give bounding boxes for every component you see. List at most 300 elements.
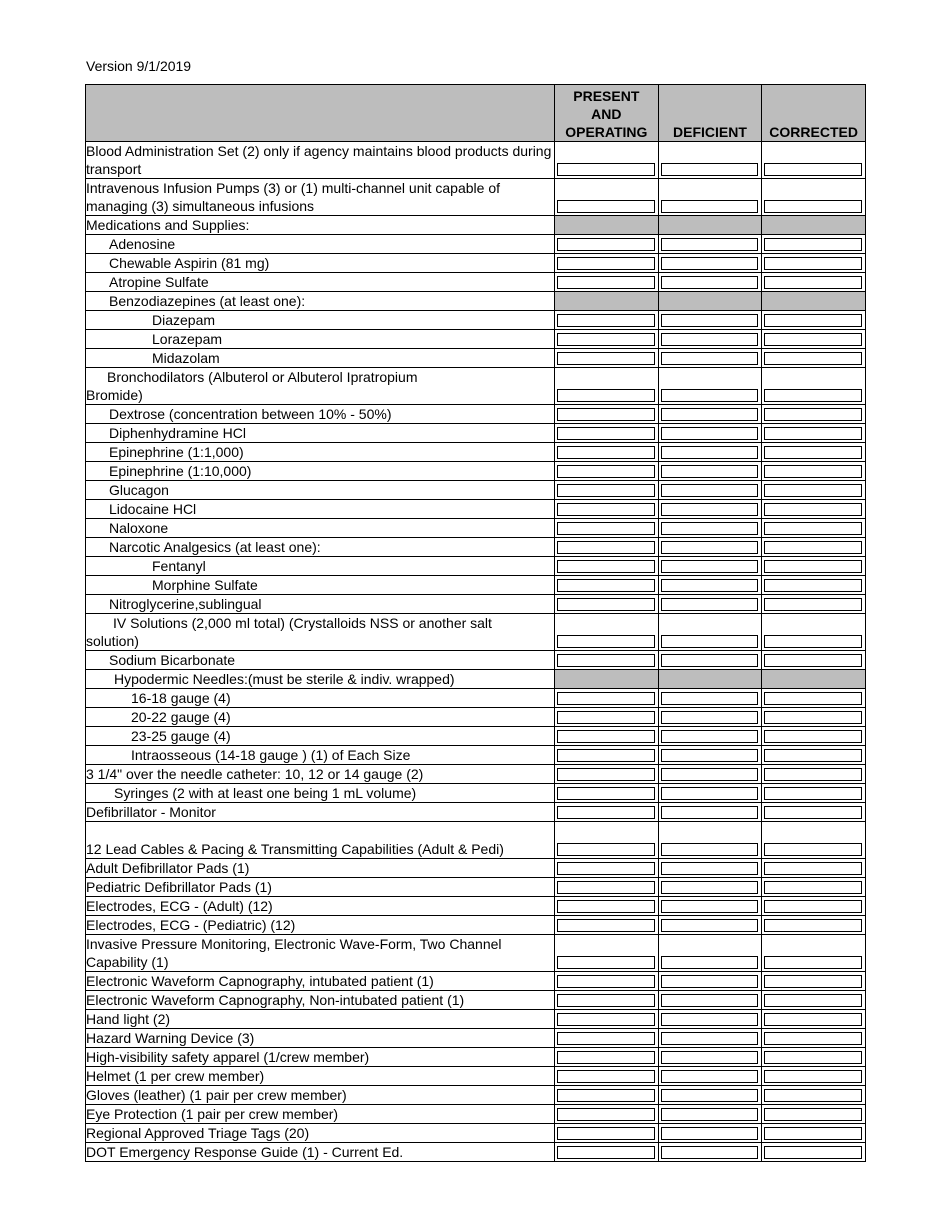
corrected-checkbox[interactable] [764,484,862,497]
present-operating-checkbox[interactable] [557,163,655,176]
deficient-checkbox[interactable] [661,768,759,781]
item-label: Pediatric Defibrillator Pads (1) [86,879,272,895]
table-row [86,500,866,519]
table-row [86,462,866,481]
status-cell [762,935,866,972]
deficient-checkbox[interactable] [661,560,759,573]
present-operating-checkbox[interactable] [557,522,655,535]
column-header-line: AND [591,106,622,122]
deficient-checkbox[interactable] [661,427,759,440]
corrected-checkbox[interactable] [764,389,862,402]
status-cell [555,708,659,727]
corrected-checkbox[interactable] [764,446,862,459]
deficient-checkbox[interactable] [661,1127,759,1140]
corrected-checkbox[interactable] [764,200,862,213]
table-row [86,595,866,614]
corrected-checkbox[interactable] [764,522,862,535]
column-header-line: CORRECTED [769,124,858,140]
item-label-cell [86,1143,555,1162]
status-cell [658,689,762,708]
item-label-cell [86,878,555,897]
corrected-checkbox[interactable] [764,711,862,724]
deficient-checkbox[interactable] [661,862,759,875]
deficient-checkbox[interactable] [661,1013,759,1026]
corrected-checkbox[interactable] [764,1013,862,1026]
corrected-checkbox[interactable] [764,333,862,346]
status-cell [762,349,866,368]
table-row [86,349,866,368]
corrected-checkbox[interactable] [764,276,862,289]
status-cell [555,519,659,538]
deficient-column-header [658,85,762,142]
item-label: Chewable Aspirin (81 mg) [109,255,270,271]
table-row [86,368,866,405]
present-operating-checkbox[interactable] [557,1108,655,1121]
deficient-checkbox[interactable] [661,919,759,932]
corrected-checkbox[interactable] [764,692,862,705]
corrected-checkbox[interactable] [764,730,862,743]
status-cell [762,708,866,727]
status-cell [658,481,762,500]
status-cell [762,311,866,330]
present-operating-checkbox[interactable] [557,579,655,592]
item-label: 3 1/4" over the needle catheter: 10, 12 or 14 gauge (2) [86,766,424,782]
deficient-checkbox[interactable] [661,1089,759,1102]
status-cell [658,822,762,859]
status-cell [658,576,762,595]
item-label: Midazolam [152,350,220,366]
table-row [86,878,866,897]
corrected-checkbox[interactable] [764,427,862,440]
present-operating-checkbox[interactable] [557,541,655,554]
corrected-checkbox[interactable] [764,314,862,327]
deficient-checkbox[interactable] [661,352,759,365]
status-cell [658,878,762,897]
present-operating-checkbox[interactable] [557,787,655,800]
table-row [86,708,866,727]
deficient-checkbox[interactable] [661,900,759,913]
status-cell [762,689,866,708]
corrected-checkbox[interactable] [764,881,862,894]
table-row [86,142,866,179]
status-cell [658,1124,762,1143]
item-label-cell [86,254,555,273]
status-cell [762,746,866,765]
status-cell [658,538,762,557]
item-label-cell [86,1067,555,1086]
item-label: Lidocaine HCl [109,501,197,517]
item-label: 23-25 gauge (4) [131,728,231,744]
status-cell [658,235,762,254]
deficient-checkbox[interactable] [661,806,759,819]
present-operating-checkbox[interactable] [557,692,655,705]
status-cell [555,935,659,972]
present-operating-checkbox[interactable] [557,919,655,932]
present-operating-checkbox[interactable] [557,352,655,365]
item-label-cell [86,689,555,708]
status-cell [762,519,866,538]
table-row [86,481,866,500]
status-cell [762,557,866,576]
corrected-checkbox[interactable] [764,862,862,875]
present-operating-checkbox[interactable] [557,238,655,251]
status-cell [658,179,762,216]
present-operating-checkbox[interactable] [557,484,655,497]
corrected-checkbox[interactable] [764,654,862,667]
corrected-checkbox[interactable] [764,560,862,573]
corrected-checkbox[interactable] [764,503,862,516]
corrected-checkbox[interactable] [764,465,862,478]
deficient-checkbox[interactable] [661,579,759,592]
corrected-checkbox[interactable] [764,352,862,365]
corrected-checkbox[interactable] [764,408,862,421]
deficient-checkbox[interactable] [661,1051,759,1064]
deficient-checkbox[interactable] [661,484,759,497]
deficient-checkbox[interactable] [661,730,759,743]
present-operating-checkbox[interactable] [557,427,655,440]
present-operating-checkbox[interactable] [557,730,655,743]
corrected-checkbox[interactable] [764,1032,862,1045]
item-label-cell [86,519,555,538]
item-label-cell [86,235,555,254]
column-header-line: PRESENT [573,88,640,104]
corrected-checkbox[interactable] [764,238,862,251]
item-label: Nitroglycerine,sublingual [109,596,262,612]
item-label-cell [86,330,555,349]
corrected-checkbox[interactable] [764,956,862,969]
item-label: Electrodes, ECG - (Adult) (12) [86,898,273,914]
deficient-checkbox[interactable] [661,635,759,648]
deficient-checkbox[interactable] [661,238,759,251]
item-label: Gloves (leather) (1 pair per crew member) [86,1087,347,1103]
status-cell [658,935,762,972]
item-label-cell [86,1029,555,1048]
status-cell [555,254,659,273]
item-label: IV Solutions (2,000 ml total) (Crystalloids NSS or another salt [113,615,492,631]
item-label: Benzodiazepines (at least one): [109,293,306,309]
deficient-checkbox[interactable] [661,654,759,667]
deficient-checkbox[interactable] [661,465,759,478]
status-cell [658,972,762,991]
corrected-checkbox[interactable] [764,635,862,648]
corrected-checkbox[interactable] [764,806,862,819]
present-operating-checkbox[interactable] [557,200,655,213]
corrected-checkbox[interactable] [764,768,862,781]
deficient-checkbox[interactable] [661,333,759,346]
deficient-checkbox[interactable] [661,1146,759,1159]
status-cell [658,803,762,822]
status-cell [555,500,659,519]
present-operating-checkbox[interactable] [557,862,655,875]
status-cell [762,142,866,179]
table-row [86,765,866,784]
corrected-checkbox[interactable] [764,579,862,592]
status-cell [658,897,762,916]
status-cell [555,405,659,424]
present-operating-checkbox[interactable] [557,843,655,856]
corrected-checkbox[interactable] [764,598,862,611]
deficient-checkbox[interactable] [661,446,759,459]
status-cell [658,784,762,803]
table-row [86,1067,866,1086]
table-row [86,405,866,424]
status-cell [555,235,659,254]
corrected-checkbox[interactable] [764,1108,862,1121]
section-row [86,216,866,235]
deficient-checkbox[interactable] [661,598,759,611]
deficient-checkbox[interactable] [661,994,759,1007]
item-label-cell [86,424,555,443]
present-operating-checkbox[interactable] [557,1051,655,1064]
present-operating-checkbox[interactable] [557,1032,655,1045]
corrected-checkbox[interactable] [764,1051,862,1064]
column-header-line: OPERATING [565,124,648,140]
deficient-checkbox[interactable] [661,314,759,327]
present-operating-checkbox[interactable] [557,749,655,762]
present-operating-column-header [555,85,659,142]
status-cell [762,1105,866,1124]
table-row [86,254,866,273]
present-operating-checkbox[interactable] [557,333,655,346]
status-cell [555,859,659,878]
deficient-checkbox[interactable] [661,257,759,270]
deficient-checkbox[interactable] [661,692,759,705]
deficient-checkbox[interactable] [661,881,759,894]
status-cell [658,1048,762,1067]
deficient-checkbox[interactable] [661,787,759,800]
status-cell [762,595,866,614]
status-cell [555,179,659,216]
present-operating-checkbox[interactable] [557,257,655,270]
corrected-checkbox[interactable] [764,257,862,270]
status-cell [555,765,659,784]
status-cell [762,803,866,822]
deficient-checkbox[interactable] [661,163,759,176]
status-cell [555,991,659,1010]
status-cell [762,859,866,878]
corrected-checkbox[interactable] [764,975,862,988]
corrected-checkbox[interactable] [764,1146,862,1159]
item-label: Defibrillator - Monitor [86,804,216,820]
item-label-cell [86,179,555,216]
present-operating-checkbox[interactable] [557,465,655,478]
present-operating-checkbox[interactable] [557,503,655,516]
item-label-cell [86,443,555,462]
deficient-checkbox[interactable] [661,200,759,213]
status-cell [658,142,762,179]
deficient-checkbox[interactable] [661,975,759,988]
present-operating-checkbox[interactable] [557,1089,655,1102]
checklist-rows [86,142,866,1162]
present-operating-checkbox[interactable] [557,711,655,724]
item-label-cell [86,349,555,368]
corrected-checkbox[interactable] [764,541,862,554]
corrected-checkbox[interactable] [764,900,862,913]
present-operating-checkbox[interactable] [557,1127,655,1140]
item-label-cell [86,765,555,784]
status-cell [762,765,866,784]
status-cell [555,330,659,349]
deficient-checkbox[interactable] [661,749,759,762]
item-label: Helmet (1 per crew member) [86,1068,265,1084]
status-cell [762,1086,866,1105]
deficient-checkbox[interactable] [661,843,759,856]
status-cell [762,216,866,235]
present-operating-checkbox[interactable] [557,1013,655,1026]
status-cell [762,254,866,273]
status-cell [555,1086,659,1105]
table-row [86,538,866,557]
status-cell [762,443,866,462]
item-label-cell [86,1124,555,1143]
status-cell [658,991,762,1010]
status-cell [762,1029,866,1048]
status-cell [762,500,866,519]
present-operating-checkbox[interactable] [557,276,655,289]
item-label: Diphenhydramine HCl [109,425,246,441]
status-cell [555,1143,659,1162]
present-operating-checkbox[interactable] [557,1070,655,1083]
deficient-checkbox[interactable] [661,522,759,535]
deficient-checkbox[interactable] [661,389,759,402]
item-label: Adenosine [109,236,176,252]
item-label-cell [86,576,555,595]
present-operating-checkbox[interactable] [557,806,655,819]
status-cell [555,1029,659,1048]
deficient-checkbox[interactable] [661,711,759,724]
present-operating-checkbox[interactable] [557,975,655,988]
status-cell [658,443,762,462]
status-cell [658,557,762,576]
item-label-cell [86,708,555,727]
status-cell [555,1124,659,1143]
corrected-checkbox[interactable] [764,843,862,856]
present-operating-checkbox[interactable] [557,598,655,611]
item-label-cell [86,1086,555,1105]
present-operating-checkbox[interactable] [557,560,655,573]
deficient-checkbox[interactable] [661,541,759,554]
status-cell [658,311,762,330]
table-row [86,727,866,746]
table-row [86,991,866,1010]
header-row [86,85,866,142]
status-cell [658,1029,762,1048]
deficient-checkbox[interactable] [661,1070,759,1083]
item-label-cell [86,935,555,972]
deficient-checkbox[interactable] [661,276,759,289]
status-cell [762,614,866,651]
status-cell [658,670,762,689]
status-cell [555,878,659,897]
item-label: Diazepam [152,312,216,328]
table-row [86,330,866,349]
status-cell [658,500,762,519]
item-label: Eye Protection (1 pair per crew member) [86,1106,339,1122]
present-operating-checkbox[interactable] [557,900,655,913]
status-cell [555,424,659,443]
corrected-checkbox[interactable] [764,163,862,176]
item-label: Hazard Warning Device (3) [86,1030,255,1046]
item-label-cell [86,1105,555,1124]
table-row [86,1029,866,1048]
status-cell [762,235,866,254]
present-operating-checkbox[interactable] [557,1146,655,1159]
corrected-checkbox[interactable] [764,994,862,1007]
table-row [86,935,866,972]
corrected-checkbox[interactable] [764,749,862,762]
status-cell [555,462,659,481]
present-operating-checkbox[interactable] [557,654,655,667]
table-row [86,897,866,916]
item-label-cell [86,972,555,991]
status-cell [555,1048,659,1067]
status-cell [658,1143,762,1162]
deficient-checkbox[interactable] [661,1108,759,1121]
status-cell [762,424,866,443]
present-operating-checkbox[interactable] [557,408,655,421]
status-cell [762,292,866,311]
item-label: Sodium Bicarbonate [109,652,236,668]
item-label-continuation: solution) [86,633,139,649]
item-label-cell [86,292,555,311]
item-label: 16-18 gauge (4) [131,690,231,706]
status-cell [762,897,866,916]
present-operating-checkbox[interactable] [557,768,655,781]
present-operating-checkbox[interactable] [557,389,655,402]
status-cell [658,595,762,614]
status-cell [555,1067,659,1086]
corrected-checkbox[interactable] [764,787,862,800]
present-operating-checkbox[interactable] [557,446,655,459]
item-label-continuation: Bromide) [86,387,143,403]
table-row [86,557,866,576]
deficient-checkbox[interactable] [661,1032,759,1045]
table-row [86,235,866,254]
table-row [86,273,866,292]
status-cell [555,784,659,803]
item-label-cell [86,500,555,519]
deficient-checkbox[interactable] [661,503,759,516]
table-row [86,689,866,708]
deficient-checkbox[interactable] [661,956,759,969]
corrected-checkbox[interactable] [764,919,862,932]
status-cell [658,651,762,670]
present-operating-checkbox[interactable] [557,881,655,894]
corrected-checkbox[interactable] [764,1070,862,1083]
item-label-cell [86,595,555,614]
status-cell [762,576,866,595]
item-label: Morphine Sulfate [152,577,258,593]
deficient-checkbox[interactable] [661,408,759,421]
item-label-cell [86,614,555,651]
status-cell [658,292,762,311]
present-operating-checkbox[interactable] [557,956,655,969]
status-cell [555,727,659,746]
present-operating-checkbox[interactable] [557,314,655,327]
section-row [86,670,866,689]
present-operating-checkbox[interactable] [557,994,655,1007]
item-label-cell [86,784,555,803]
corrected-checkbox[interactable] [764,1089,862,1102]
item-label-cell [86,822,555,859]
status-cell [555,822,659,859]
item-label: Narcotic Analgesics (at least one): [109,539,321,555]
present-operating-checkbox[interactable] [557,635,655,648]
table-row [86,651,866,670]
table-row [86,443,866,462]
corrected-checkbox[interactable] [764,1127,862,1140]
status-cell [658,727,762,746]
